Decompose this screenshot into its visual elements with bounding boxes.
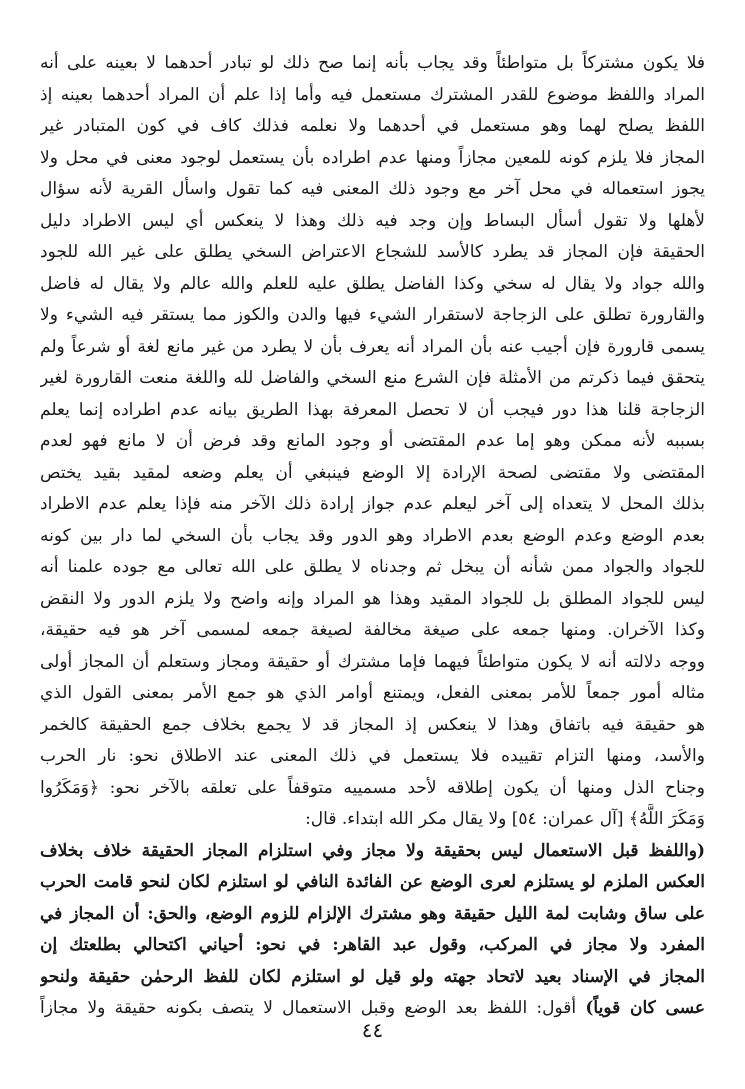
- text-line: يجوز استعماله في محل آخر مع وجود ذلك المعنى فيه كما تقول واسأل القرية لأنه سؤال: [40, 179, 705, 199]
- text-line: الزجاجة قلنا هذا دور فيجب أن لا تحصل المعرفة بهذا الطريق بيانه عدم اطراده إنما يعلم: [40, 399, 705, 420]
- text-line: يسمى قارورة فإن أجيب عنه بأن المراد أنه يعرف بأن لا يطرد من غير مانع لغة أو شرعاً ولم: [40, 336, 705, 357]
- text-line: المجاز فلا يلزم كونه للمعين مجازاً ومنها عدم اطراده بأن يستعمل لوجود معنى في محل ولا: [40, 147, 705, 168]
- text-line: والقارورة تطلق على الزجاجة لاستقرار الشيء فيها والدن والكوز مما يستقر فيه الشيء ولا: [40, 305, 705, 325]
- text-line: المراد واللفظ موضوع للقدر المشترك مستعمل فيه وأما إذا علم أن المراد أحدهما بعينه إذ: [40, 84, 705, 105]
- text-line: ليس للجواد المطلق بل للجواد المقيد وهذا هو المراد وإنه واضح ولا يلزم الدور ولا النقض: [40, 588, 705, 609]
- text-line: بعدم الوضع وعدم الوضع بعدم الاطراد وهو الدور وقد يجاب بأن السخي لما دار بين كونه: [40, 525, 705, 546]
- text-line: مثاله أمور جمعاً للأمر بمعنى الفعل، ويمتنع أوامر الذي هو جمع الأمر بمعنى القول الذي: [40, 683, 705, 703]
- text-line: بذلك المحل لا يتعداه إلى آخر ليعلم عدم جواز إرادة ذلك الآخر منه فإذا يعلم عدم الاطراد: [40, 494, 705, 514]
- page-text: [40, 48, 705, 1025]
- text-line: يتحقق فيما ذكرتم من الأمثلة فإن الشرع منع السخي والفاضل لله واللغة منعت القارورة لغير: [40, 368, 705, 388]
- quoted-text-end: عسى كان قوياً): [585, 998, 705, 1018]
- text-line: وكذا الآخران. ومنها جمعه على صيغة مخالفة لصيغة جمعه لمسمى آخر هو فيه حقيقة،: [40, 620, 705, 640]
- text-line: ووجه دلالته أنه لا يكون متواطئاً فيهما فإما مشترك أو حقيقة ومجاز وستعلم أن المجاز أولى: [40, 651, 705, 672]
- text-line: وَمَكَرَ اللَّهُ﴾ [آل عمران: ٥٤] ولا يقال مكر الله ابتداء. قال:: [305, 809, 705, 829]
- quoted-text-line: العكس الملزم لو يستلزم لعرى الوضع عن الفائدة النافي لو استلزم لكان لنحو قامت الحرب: [40, 872, 705, 892]
- quoted-text-line: على ساق وشابت لمة الليل حقيقة وهو مشترك الإلزام للزوم الوضع، والحق: أن المجاز في: [40, 903, 705, 924]
- text-line: للجواد والجواد ممن شأنه أن يبخل ثم وجدناه لا يطلق على الله تعالى مع جوده علمنا أنه: [40, 557, 705, 577]
- quoted-text-line: المجاز في الإسناد بعيد لاتحاد جهته ولو قيل لو استلزم لكان للفظ الرحمٰن حقيقة ولنحو: [40, 966, 705, 987]
- text-line: المقتضى ولا مقتضى لصحة الإرادة إلا الوضع فينبغي أن يعلم وضعه لمقيد بقيد يختص: [40, 462, 705, 483]
- text-line: لأهلها ولا تقول أسأل البساط وإن وجد فيه ذلك وهذا لا ينعكس أي ليس الاطراد دليل: [40, 210, 705, 231]
- text-line: وجناح الذل ومنها أن يكون إطلاقه لأحد مسمييه متوقفاً على تعلقه بالآخر نحو: ﴿وَمَكَرُوا: [40, 777, 705, 798]
- text-line: اللفظ يصلح لهما وهو مستعمل في أحدهما ولا نعلمه فذلك كاف في كون المتبادر غير: [40, 116, 705, 136]
- text-line: فلا يكون مشتركاً بل متواطئاً وقد يجاب بأنه إنما صح ذلك لو تبادر أحدهما لا بعينه على أنه: [40, 53, 705, 73]
- text-line: والأسد، ومنها التزام تقييده فلا يستعمل في ذلك المعنى عند الاطلاق نحو: نار الحرب: [40, 746, 705, 766]
- commentary-start: أقول: اللفظ بعد الوضع وقبل الاستعمال لا يتصف بكونه حقيقة ولا مجازاً: [40, 998, 586, 1018]
- quoted-text-line: المفرد ولا مجاز في المركب، وقول عبد القاهر: في نحو: أحياني اكتحالي بطلعتك إن: [40, 935, 705, 955]
- text-line: الحقيقة فإن المجاز قد يطرد كالأسد للشجاع الاعتراض السخي يطلق على غير الله للجود: [40, 242, 705, 262]
- text-line: هو حقيقة فيه باتفاق وهذا لا ينعكس إذ المجاز قد لا يجمع بخلاف جمع الحقيقة كالخمر: [40, 714, 705, 735]
- text-line: بسببه لأنه ممكن وهو إما عدم المقتضى أو وجود المانع وقد فرض أن لا مانع فهو لعدم: [40, 431, 705, 451]
- text-line: والله جواد ولا يقال له سخي وكذا الفاضل يطلق عليه للعلم والله عالم ولا يقال له فاضل: [40, 273, 705, 294]
- quoted-text-line: (واللفظ قبل الاستعمال ليس بحقيقة ولا مجاز وفي استلزام المجاز الحقيقة خلاف بخلاف: [40, 840, 705, 861]
- page-number: ٤٤: [361, 1018, 384, 1042]
